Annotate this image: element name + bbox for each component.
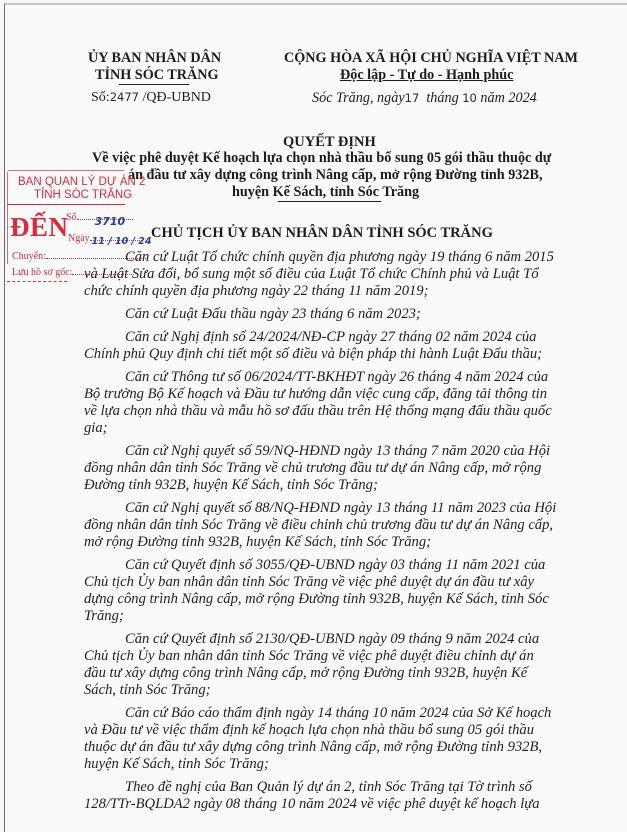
body-line: dựng công trình Nâng cấp, mở rộng Đường tỉnh 932B, huyện Kế Sách, tỉnh Sóc <box>84 591 549 607</box>
subtitle-line-2: án đầu tư xây dựng công trình Nâng cấp, mở rộng Đường tỉnh 932B, <box>128 167 543 183</box>
stamp-chuyen-label: Chuyển: <box>12 251 46 262</box>
date-year: năm 2024 <box>480 90 537 106</box>
stamp-ngay-field <box>68 233 152 247</box>
issuing-authority: CHỦ TỊCH ỦY BAN NHÂN DÂN TỈNH SÓC TRĂNG <box>151 225 493 241</box>
body-line: chức chính quyền địa phương ngày 22 tháng 11 năm 2019; <box>84 283 429 299</box>
date-day: 17 <box>404 91 420 105</box>
stamp-divider <box>7 204 125 205</box>
body-line: Đường tỉnh 932B, huyện Kế Sách, tỉnh Sóc Trăng; <box>84 477 378 493</box>
stamp-luu-label: Lưu hồ sơ gốc: <box>12 267 73 278</box>
stamp-den-label: ĐẾN <box>10 212 69 242</box>
body-line: Căn cứ Luật Đấu thầu ngày 23 tháng 6 năm 2023; <box>125 306 421 322</box>
subtitle-underline <box>278 201 381 202</box>
number-prefix: Số: <box>91 90 110 105</box>
stamp-border-left <box>7 172 8 264</box>
issuer-line2: TỈNH SÓC TRĂNG <box>95 67 219 83</box>
body-line: Bộ trưởng Bộ Kế hoạch và Đầu tư hướng dẫn việc cung cấp, đăng tải thông tin <box>84 386 548 402</box>
body-line: huyện Kế Sách, tỉnh Sóc Trăng; <box>84 756 269 772</box>
stamp-org-line1: BAN QUAN LÝ DỰ ÁN 2 <box>18 176 146 188</box>
body-line: thuộc dự án đầu tư xây dựng công trình Nâng cấp, mở rộng Đường tỉnh 932B, <box>84 739 543 755</box>
stamp-so-label: Số <box>66 212 77 223</box>
subtitle-line-3: huyện Kế Sách, tỉnh Sóc Trăng <box>232 184 420 200</box>
stamp-so-value: 3710 <box>94 215 126 228</box>
stamp-ngay-value: 11 / 10 / 24 <box>91 236 152 247</box>
document-date <box>312 90 537 107</box>
body-line: Chính phủ Quy định chi tiết một số điều và biện pháp thi hành Luật Đấu thầu; <box>84 346 543 362</box>
national-title: CỘNG HÒA XÃ HỘI CHỦ NGHĨA VIỆT NAM <box>284 50 578 66</box>
national-motto: Độc lập - Tự do - Hạnh phúc <box>340 67 514 83</box>
body-line: và Luật Sửa đổi, bổ sung một số điều của Luật Tổ chức Chính phủ và Luật Tổ <box>84 266 539 282</box>
body-line: gia; <box>84 420 108 436</box>
body-line: đồng nhân dân tỉnh Sóc Trăng về điều chỉnh chủ trương đầu tư dự án Nâng cấp, <box>84 517 554 533</box>
stamp-so-field <box>66 212 133 228</box>
body-line: Căn cứ Quyết định số 2130/QĐ-UBND ngày 09 tháng 9 năm 2024 của <box>125 631 540 647</box>
issuer-underline <box>119 84 189 85</box>
stamp-border-bottom <box>7 281 67 282</box>
number-handwritten: 2477 <box>109 90 139 104</box>
body-line: Căn cứ Nghị quyết số 88/NQ-HĐND ngày 13 tháng 11 năm 2023 của Hội <box>125 500 557 516</box>
body-line: Căn cứ Quyết định số 3055/QĐ-UBND ngày 03 tháng 11 năm 2021 của <box>125 557 546 573</box>
date-month-label: tháng <box>426 90 459 106</box>
body-line: và Đầu tư về việc thẩm định kế hoạch lựa chọn nhà thầu bổ sung 05 gói thầu <box>84 722 535 738</box>
document-title: QUYẾT ĐỊNH <box>283 134 376 150</box>
body-line: đầu tư xây dựng công trình Nâng cấp, mở rộng Đường tỉnh 932B, huyện Kế <box>84 665 528 681</box>
stamp-org-line2: TỈNH SÓC TRĂNG <box>34 189 133 201</box>
body-line: 128/TTr-BQLDA2 ngày 08 tháng 10 năm 2024 về việc phê duyệt kế hoạch lựa <box>84 796 540 812</box>
stamp-border-top <box>8 170 124 171</box>
number-suffix: /QĐ-UBND <box>142 90 211 105</box>
body-line: Căn cứ Báo cáo thẩm định ngày 14 tháng 10 năm 2024 của Sở Kế hoạch <box>125 705 552 721</box>
body-line: Sách, tỉnh Sóc Trăng; <box>84 682 211 698</box>
subtitle-line-1: Về việc phê duyệt Kế hoạch lựa chọn nhà thầu bổ sung 05 gói thầu thuộc dự <box>92 150 552 166</box>
stamp-ngay-label: Ngày <box>68 233 90 244</box>
issuer-line1: ỦY BAN NHÂN DÂN <box>88 50 222 66</box>
document-number <box>91 90 211 106</box>
date-month: 10 <box>462 91 477 105</box>
body-line: Căn cứ Luật Tổ chức chính quyền địa phương ngày 19 tháng 6 năm 2015 <box>125 249 554 265</box>
body-line: Chủ tịch Ủy ban nhân dân tỉnh Sóc Trăng về việc phê duyệt dự án đầu tư xây <box>84 574 534 590</box>
body-line: Căn cứ Nghị định số 24/2024/NĐ-CP ngày 27 tháng 02 năm 2024 của <box>125 329 537 345</box>
body-line: về lựa chọn nhà thầu và mẫu hồ sơ đấu thầu trên Hệ thống mạng đấu thầu quốc <box>84 403 552 419</box>
body-line: đồng nhân dân tỉnh Sóc Trăng về chủ trương đầu tư dự án Nâng cấp, mở rộng <box>84 460 542 476</box>
body-line: Căn cứ Nghị quyết số 59/NQ-HĐND ngày 13 tháng 7 năm 2020 của Hội <box>125 443 551 459</box>
body-line: Chủ tịch Ủy ban nhân dân tỉnh Sóc Trăng về việc phê duyệt điều chỉnh dự án <box>84 648 534 664</box>
body-line: Theo đề nghị của Ban Quản lý dự án 2, tỉnh Sóc Trăng tại Tờ trình số <box>125 779 532 795</box>
body-line: Trăng; <box>84 608 124 624</box>
date-prefix: Sóc Trăng, ngày <box>312 90 405 106</box>
body-line: Căn cứ Thông tư số 06/2024/TT-BKHĐT ngày 26 tháng 4 năm 2024 của <box>125 369 549 385</box>
body-line: mở rộng Đường tỉnh 932B, huyện Kế Sách, tỉnh Sóc Trăng; <box>84 534 432 550</box>
